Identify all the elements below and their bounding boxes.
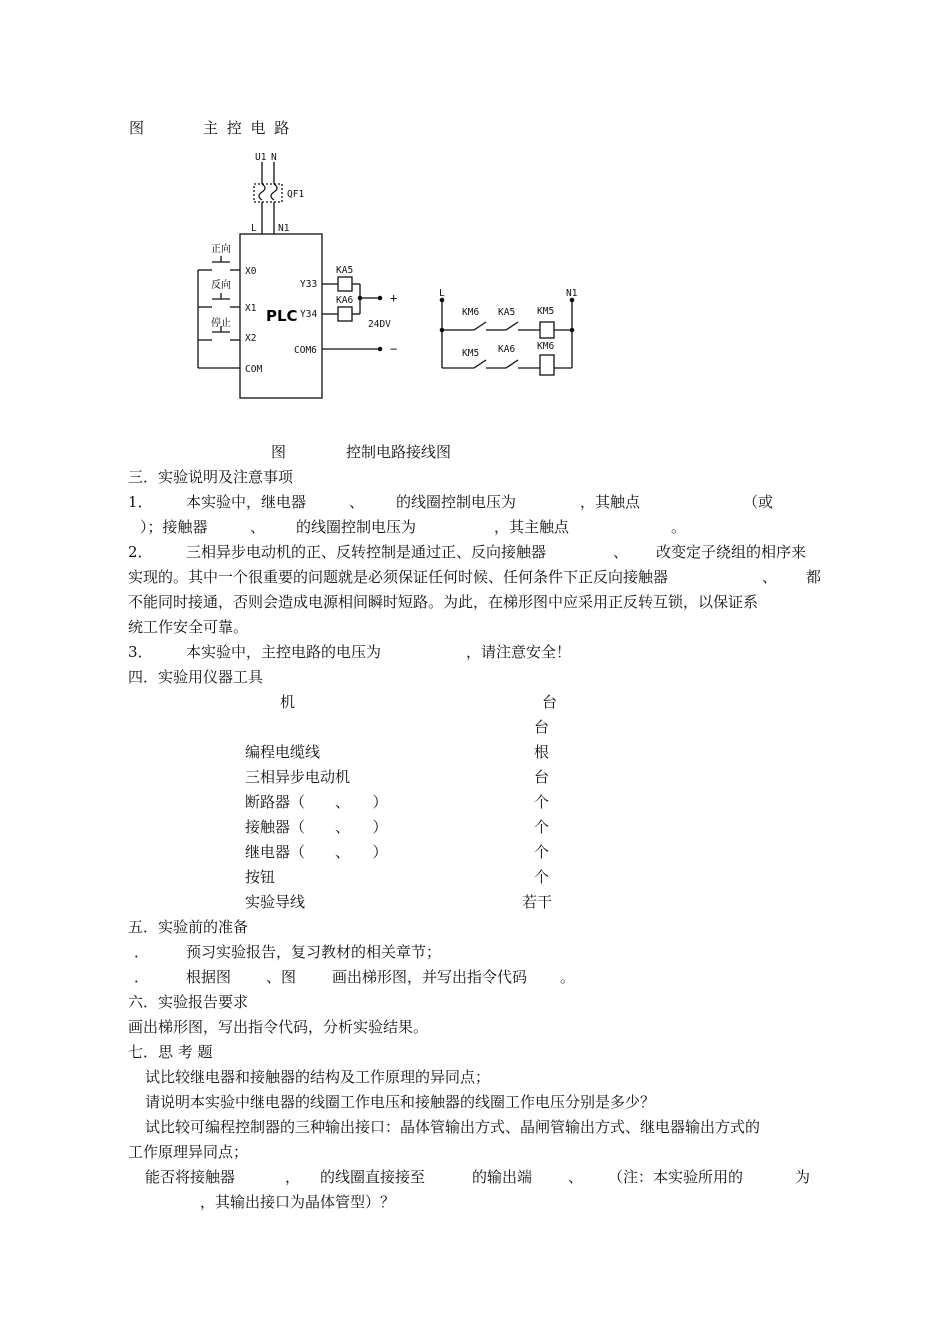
label-com6: COM6	[294, 345, 317, 356]
equipment-unit: 个	[534, 818, 550, 836]
label-n: N	[271, 152, 277, 163]
equipment-name: 按钮	[245, 868, 276, 886]
label-y33: Y33	[300, 279, 318, 290]
paragraph-text: 、	[613, 543, 629, 561]
paragraph-text: 。	[560, 968, 576, 986]
label-y34: Y34	[300, 309, 318, 320]
equipment-name: 三相异步电动机	[245, 768, 351, 786]
circuit-diagram	[0, 0, 950, 440]
label-x2: X2	[245, 333, 257, 344]
paragraph-text: 本实验中，主控电路的电压为	[186, 643, 382, 661]
label-x0: X0	[245, 266, 257, 277]
paragraph-text: 、图	[266, 968, 297, 986]
paragraph-text: 。	[671, 518, 687, 536]
figure-title: 主 控 电 路	[203, 119, 292, 137]
label-ka6-contact: KA6	[498, 344, 516, 355]
equipment-name: 接触器（ 、 ）	[245, 818, 388, 836]
paragraph-text: 预习实验报告，复习教材的相关章节；	[186, 943, 442, 961]
question-text: 请说明本实验中继电器的线圈工作电压和接触器的线圈工作电压分别是多少？	[145, 1093, 656, 1111]
label-reverse: 反向	[211, 280, 231, 291]
equipment-unit: 根	[534, 743, 550, 761]
paragraph-text: ）；接触器	[140, 518, 208, 536]
question-text: 工作原理异同点；	[128, 1143, 249, 1161]
equipment-unit: 个	[534, 793, 550, 811]
equipment-unit: 台	[542, 693, 558, 711]
question-text: 为	[795, 1168, 811, 1186]
label-24v: 24DV	[368, 319, 391, 330]
label-ka5-contact: KA5	[498, 307, 516, 318]
item-number: 2．	[128, 543, 153, 561]
label-l: L	[251, 223, 257, 234]
question-text: 能否将接触器	[145, 1168, 236, 1186]
label-com: COM	[245, 364, 263, 375]
equipment-name: 断路器（ 、 ）	[245, 793, 388, 811]
equipment-unit: 台	[534, 768, 550, 786]
question-text: ，	[285, 1168, 301, 1186]
paragraph-text: 本实验中，继电器	[186, 493, 307, 511]
label-ka6: KA6	[336, 295, 354, 306]
label-km6-coil: KM6	[537, 341, 555, 352]
label-right-l: L	[439, 288, 445, 299]
label-km6-contact: KM6	[462, 307, 480, 318]
paragraph-text: 、	[762, 568, 778, 586]
label-ka5: KA5	[336, 265, 354, 276]
label-right-n1: N1	[566, 288, 578, 299]
label-x1: X1	[245, 303, 257, 314]
equipment-name: 编程电缆线	[245, 743, 321, 761]
paragraph-text: ，其主触点	[494, 518, 570, 536]
question-text: 的输出端	[472, 1168, 533, 1186]
equipment-name: 机	[280, 693, 296, 711]
section-heading: 四．实验用仪器工具	[128, 668, 264, 686]
question-text: 的线圈直接接至	[320, 1168, 426, 1186]
figure-label: 图	[129, 119, 145, 137]
paragraph-text: 改变定子绕组的相序来	[656, 543, 807, 561]
equipment-unit: 个	[534, 843, 550, 861]
equipment-unit: 个	[534, 868, 550, 886]
paragraph-text: 、	[250, 518, 266, 536]
label-plus: +	[390, 291, 398, 305]
paragraph-text: 统工作安全可靠。	[128, 618, 249, 636]
question-text: 试比较可编程控制器的三种输出接口：晶体管输出方式、晶闸管输出方式、继电器输出方式的	[145, 1118, 761, 1136]
paragraph-text: 画出梯形图，写出指令代码，分析实验结果。	[128, 1018, 429, 1036]
question-text: 试比较继电器和接触器的结构及工作原理的异同点；	[145, 1068, 491, 1086]
label-stop: 停止	[211, 318, 231, 329]
paragraph-text: 都	[806, 568, 822, 586]
label-minus: −	[390, 342, 398, 356]
section-heading: 五．实验前的准备	[128, 918, 249, 936]
equipment-name: 实验导线	[245, 893, 306, 911]
question-text: （注：本实验所用的	[608, 1168, 744, 1186]
label-km5-contact: KM5	[462, 348, 480, 359]
figure-title: 控制电路接线图	[346, 443, 452, 461]
item-number: ．	[134, 943, 150, 961]
item-number: 3．	[128, 643, 153, 661]
equipment-name: 继电器（ 、 ）	[245, 843, 388, 861]
paragraph-text: 、	[349, 493, 365, 511]
paragraph-text: 的线圈控制电压为	[396, 493, 517, 511]
paragraph-text: 根据图	[186, 968, 232, 986]
equipment-unit: 若干	[522, 893, 553, 911]
label-u1: U1	[255, 152, 267, 163]
item-number: ．	[134, 968, 150, 986]
label-n1: N1	[278, 223, 290, 234]
question-text: 、	[568, 1168, 584, 1186]
equipment-unit: 台	[534, 718, 550, 736]
figure-label: 图	[271, 443, 287, 461]
paragraph-text: 三相异步电动机的正、反转控制是通过正、反向接触器	[186, 543, 547, 561]
paragraph-text: 实现的。其中一个很重要的问题就是必须保证任何时候、任何条件下正反向接触器	[128, 568, 669, 586]
question-text: ，其输出接口为晶体管型）？	[200, 1193, 396, 1211]
paragraph-text: 画出梯形图，并写出指令代码	[332, 968, 528, 986]
paragraph-text: ，请注意安全！	[466, 643, 572, 661]
item-number: 1．	[128, 493, 153, 511]
label-plc: PLC	[266, 307, 298, 325]
label-forward: 正向	[211, 244, 231, 255]
label-qf1: QF1	[287, 189, 305, 200]
paragraph-text: 的线圈控制电压为	[296, 518, 417, 536]
paragraph-text: 不能同时接通，否则会造成电源相间瞬时短路。为此，在梯形图中应采用正反转互锁，以保证系	[128, 593, 759, 611]
paragraph-text: （或	[743, 493, 774, 511]
section-heading: 七．思 考 题	[128, 1043, 213, 1061]
section-heading: 三．实验说明及注意事项	[128, 468, 294, 486]
label-km5-coil: KM5	[537, 306, 555, 317]
paragraph-text: ，其触点	[580, 493, 641, 511]
section-heading: 六．实验报告要求	[128, 993, 249, 1011]
